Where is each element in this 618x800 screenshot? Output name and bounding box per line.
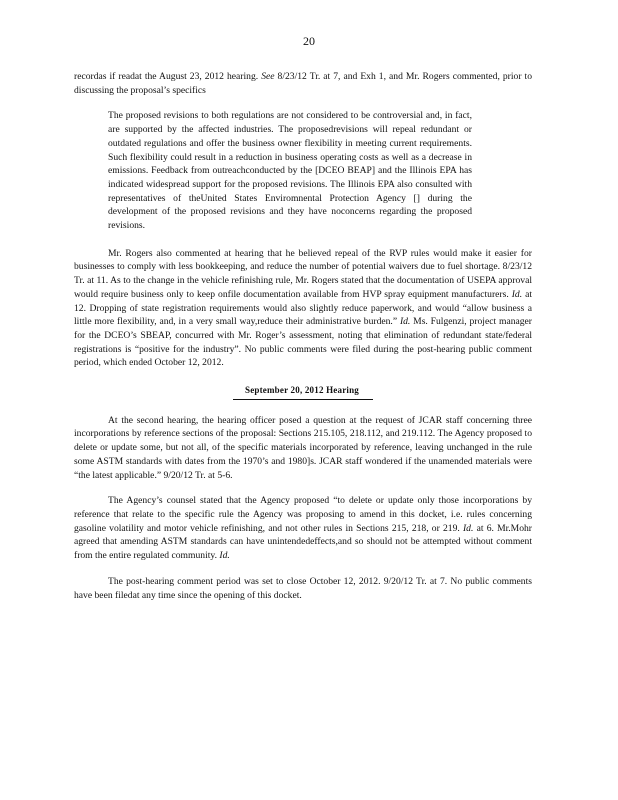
- rogers-text-c: Ms. Fulgenzi, project manager for the DCEO’s SBEAP, concurred with Mr. Roger’s assessment, noting that elimination of redundant state/federal registrations is “positive for the industry”. No public comments were filed during the post-hearing public comment period, which ended October 12, 2012.: [74, 316, 533, 369]
- heading-text: September 20, 2012 Hearing: [233, 384, 373, 400]
- counsel-text-b: at 6. Mr.Mohr agreed that amending ASTM standards can have unintendedeffects,and so should not be attempted without comment from the entire regulated community.: [74, 522, 532, 562]
- intro-text-b: 8/23/12 Tr. at 7, and Exh 1, and Mr. Rogers commented, prior to discussing the proposal’s specifics: [74, 71, 532, 96]
- paragraph-agency-counsel: [74, 494, 532, 563]
- rogers-text-a: Mr. Rogers also commented at hearing that he believed repeal of the RVP rules would make it easier for businesses to comply with less bookkeeping, and reduce the number of potential waivers due to fuel shortage. 8/23/12 Tr. at 11. As to the change in the vehicle refinishing rule, Mr. Rogers stated that the documentation of USEPA approval would require business only to keep onfile documentation available from HVP spray equipment manufacturers.: [74, 247, 532, 300]
- paragraph-rogers: [74, 247, 532, 370]
- intro-text-a: recordas if readat the August 23, 2012 hearing.: [74, 71, 262, 82]
- section-heading: [74, 384, 532, 400]
- see-citation: See: [261, 71, 275, 82]
- id-citation: Id.: [511, 288, 523, 300]
- rogers-text-b: at 12. Dropping of state registration requirements would also slightly reduce paperwork, and would “allow business a little more flexibility, and, in a very small way,reduce their administrative burden.”: [74, 288, 532, 328]
- counsel-text-a: The Agency’s counsel stated that the Agency proposed “to delete or update only those incorporations by reference that relate to the specific rule the Agency was proposing to amend in this docket, i.e. rules concerning gasoline volatility and motor vehicle refinishing, and not other rules in Sections 215, 218, or 219.: [74, 495, 532, 534]
- paragraph-comment-period: The post-hearing comment period was set to close October 12, 2012. 9/20/12 Tr. at 7. No public comments have been filedat any time since the opening of this docket.: [74, 575, 532, 601]
- paragraph-second-hearing: At the second hearing, the hearing officer posed a question at the request of JCAR staff concerning three incorporations by reference sections of the proposal: Sections 215.105, 218.112, and 219.112. The Agency proposed to delete or update some, but not all, of the specific materials incorporated by reference, leaving unchanged in the rule some ASTM standards with dates from the 1970’s and 1980]s. JCAR staff wondered if the unamended materials were “the latest applicable.” 9/20/12 Tr. at 5-6.: [74, 414, 532, 481]
- paragraph-intro: [74, 70, 532, 97]
- block-quote: The proposed revisions to both regulations are not considered to be controversial and, in fact, are supported by the affected industries. The proposedrevisions will repeal redundant or outdated regulations and offer the business owner flexibility in meeting current requirements. Such flexibility could result in a reduction in business operating costs as well as a decrease in emissions. Feedback from outreachconducted by the [DCEO BEAP] and the Illinois EPA has indicated widespread support for the proposed revisions. The Illinois EPA also consulted with representatives of theUnited States Enviromnental Protection Agency [] during the development of the proposed revisions and they have noconcerns regarding the proposed revisions.: [108, 110, 472, 232]
- id-citation: Id.: [219, 550, 230, 562]
- id-citation: Id.: [462, 522, 474, 534]
- document-body: [74, 70, 532, 614]
- id-citation: Id.: [399, 316, 411, 328]
- page-number: 20: [303, 34, 315, 48]
